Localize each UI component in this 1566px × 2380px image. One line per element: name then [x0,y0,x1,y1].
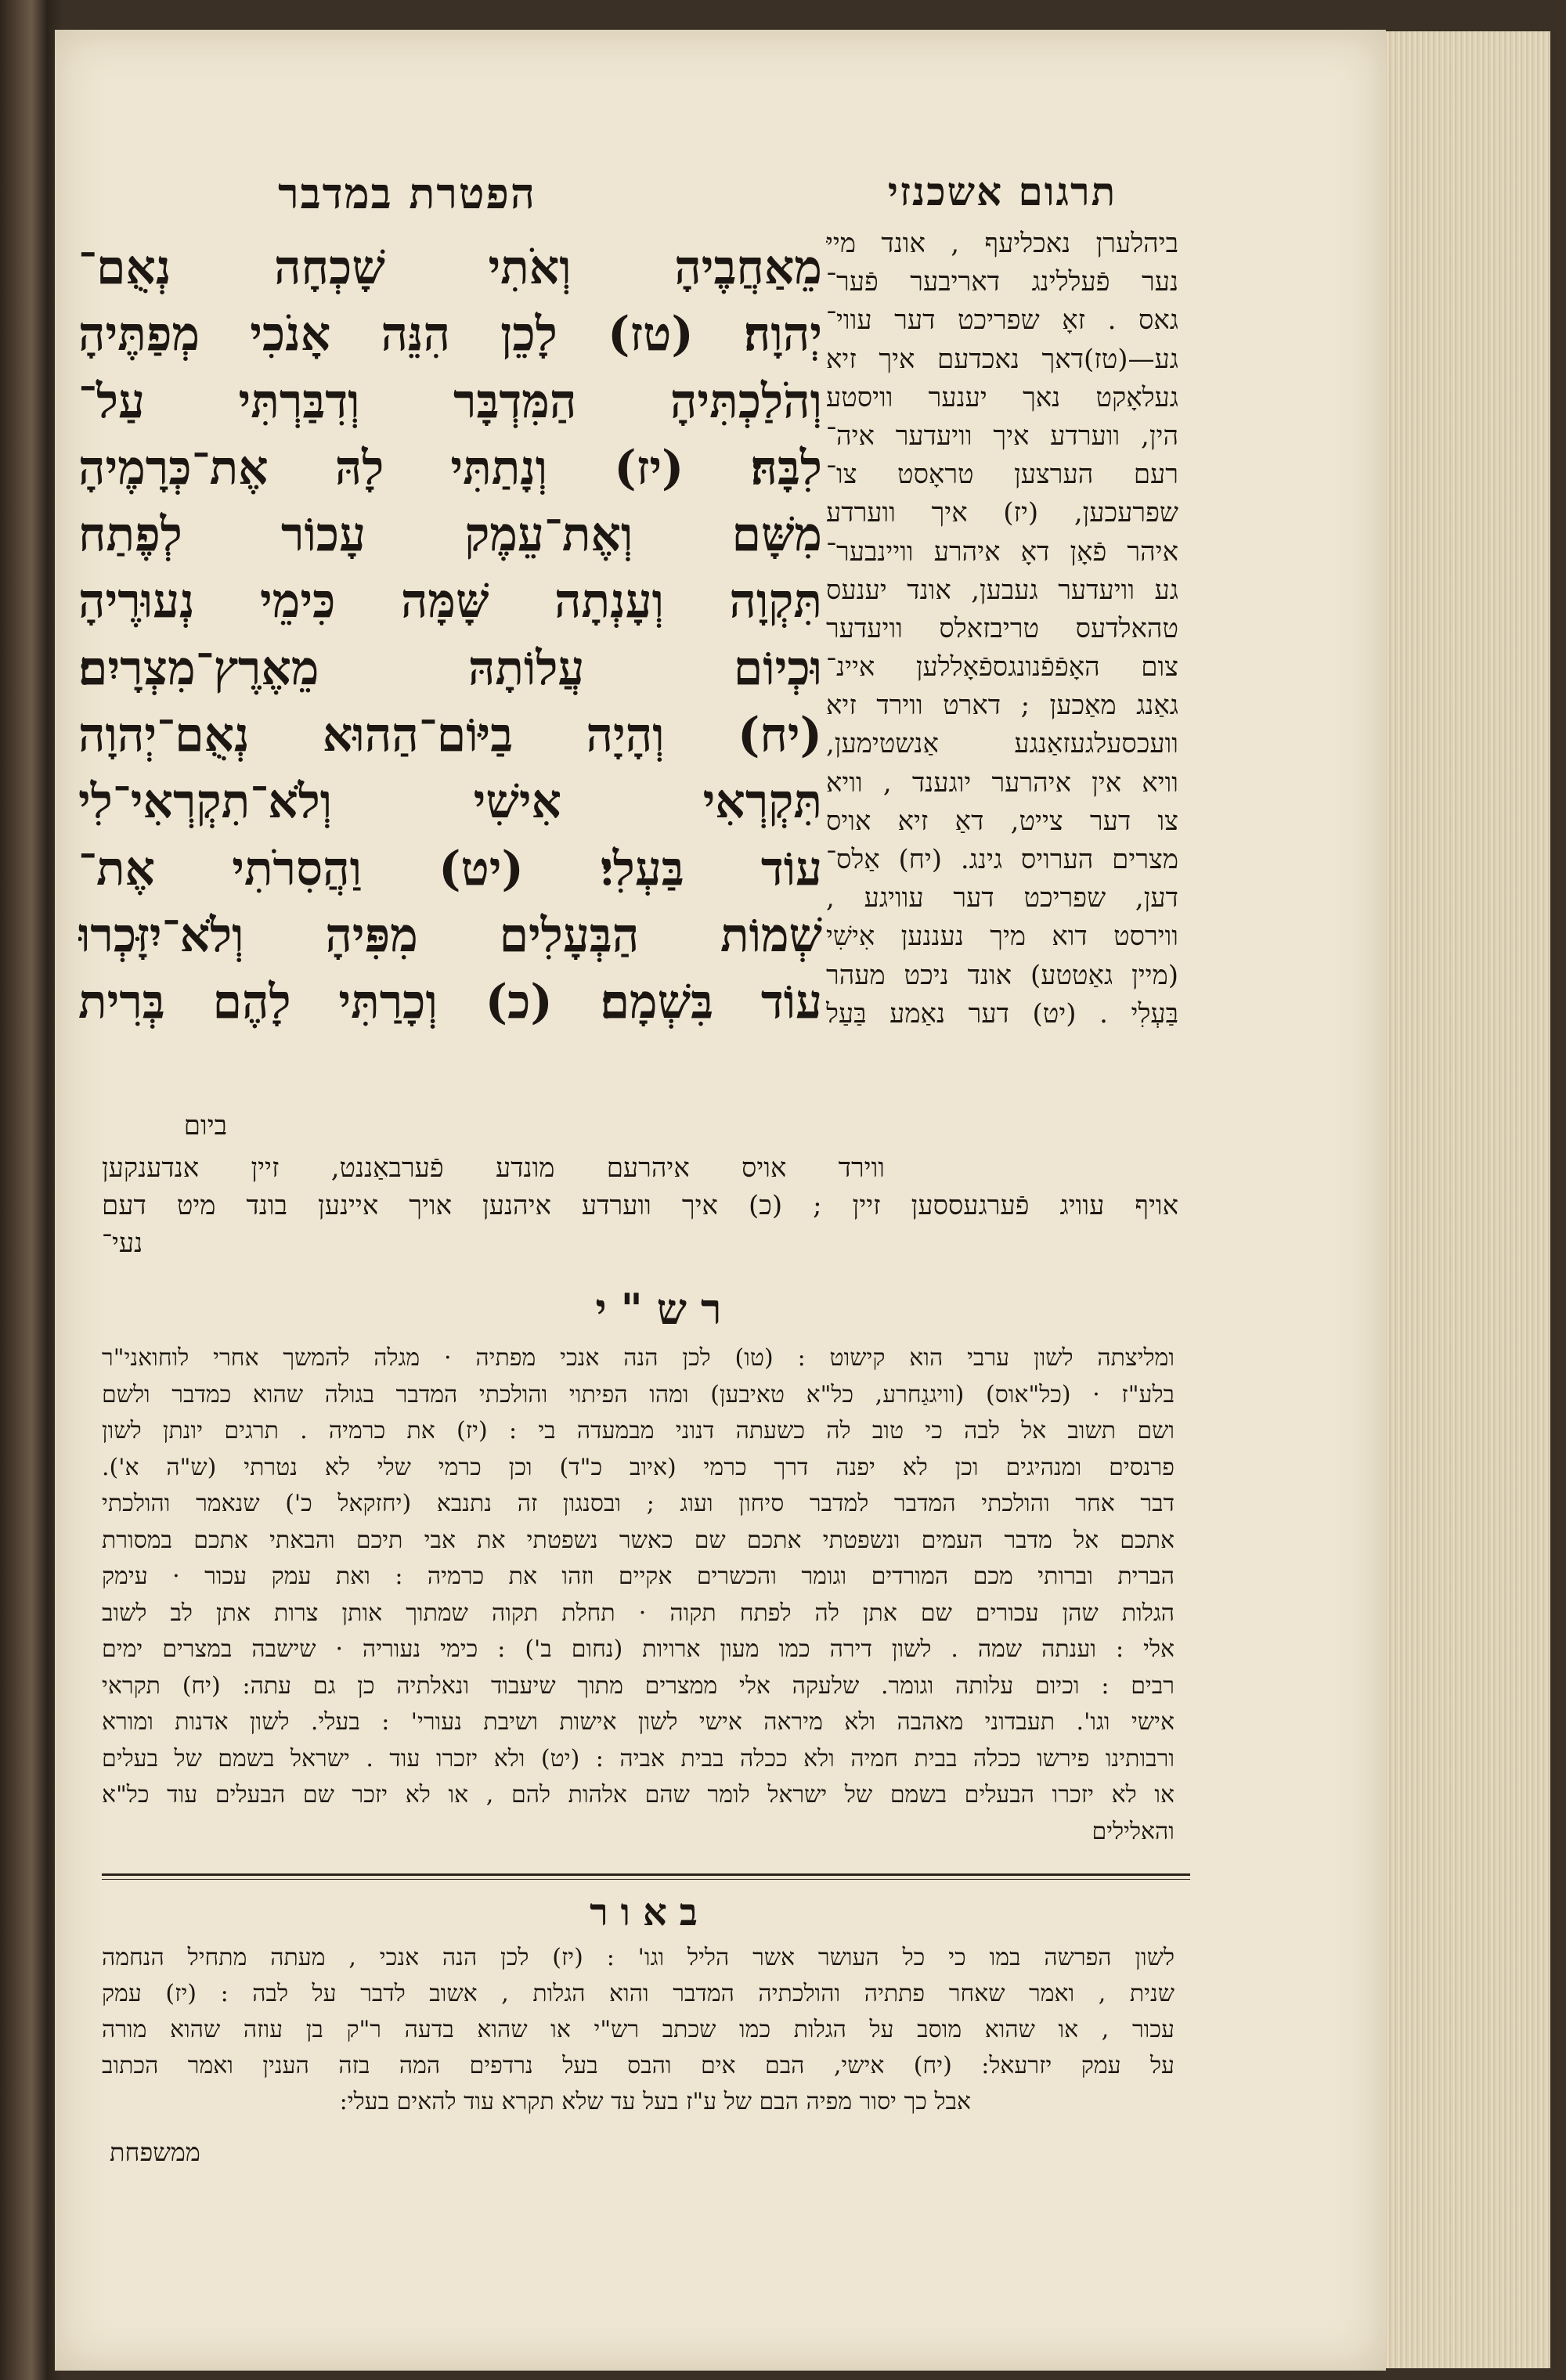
yiddish-line: רעם הערצען טראָסט צו־ [826,459,1178,491]
hebrew-line: וְהֹלַכְתִּיהָ הַמִּדְבָּר וְדִבַּרְתִּי עַל־ [78,373,822,429]
hebrew-line: תִּקְרְאִי אִישִׁי וְלֹא־תִקְרְאִי־לִי [78,774,822,830]
yiddish-line: טהאלדעס טריבזאלס וויעדער [826,612,1178,644]
rashi-line: בלע"ז · (כל"אוס) (וויגגַחרע, כל"א טאיבען) ומהו הפיתוי והולכתי המדבר בגולה שהוא כמדבר ולשם [102,1380,1174,1408]
biur-line: אבל כך יסור מפיה הבם של ע"ז בעל עד שלא תקרא עוד להאים בעלי: [339,2088,971,2115]
rashi-line: או לא יזכרו הבעלים בשמם של ישראל לומר שהם אלהות להם , או לא יזכר שם הבעלים עוד כל"א [102,1781,1174,1808]
yiddish-line: מצרים הערויס גינג. (יח) אַלס־ [826,844,1178,875]
section-divider [102,1873,1190,1876]
haftarah-title: הפטרת במדבר [278,168,536,218]
rashi-line: אלי : וענתה שמה . לשון דירה כמו מעון ארויות (נחום ב') : כימי נעוריה · שישבה במצרים ימים [102,1635,1174,1663]
hebrew-line: מִשָּׁם וְאֶת־עֵמֶק עָכוֹר לְפֶתַח [78,507,822,563]
yiddish-line: (מיין גאַטטע) אונד ניכט מעהר [826,959,1178,991]
hebrew-line: עוֹד בַּעְלִי׃ (יט) וַהֲסִרֹתִי אֶת־ [78,841,822,896]
rashi-heading: רש"י [595,1284,736,1334]
yiddish-line: שפרעכען, (יז) איך ווערדע [826,497,1178,529]
rashi-line: הגלות שהן עכורים שם אתן לה לפתח תקוה · תחלת תקוה שמתוך אותן צרות אתן לב לשוב [102,1599,1174,1627]
hebrew-line: מֵאַחֲבֶיהָ וְאֹתִי שָׁכְחָה נְאֻם־ [78,240,822,295]
hebrew-line: וּכְיוֹם עֲלוֹתָהּ מֵאֶרֶץ־מִצְרָיִם׃ [78,640,822,696]
rashi-line: ורבותינו פירשו ככלה בבית חמיה ולא ככלה בבית אביה : (יט) ולא יזכרו עוד . ישראל בשמם של בעלים [102,1744,1174,1772]
footer-catchword: ממשפחת [110,2137,200,2167]
yiddish-line: ביהלערן נאכליעף , אונד מייּ [826,228,1178,259]
rashi-line: רבים : וכיום עלותה וגומר. שלעקה אלי ממצרים מתוך שיעבוד ונאלתיה כן גם עתה: (יח) תקראי [102,1671,1174,1700]
biur-line: עכור , או שהוא מוסב על הגלות כמו שכתב רש"י או שהוא בדעה ר"ק בן עוזה שהוא מורה [102,2016,1174,2043]
rashi-line: אישי וגו'. תעבדוני מאהבה ולא מיראה אישי לשון אישות ושיבת נעורי' : בעלי. לשון אדנות ומורא [102,1708,1174,1736]
rashi-line: הברית וברותי מכם המורדים וגומר והכשרים אקיים וזהו את כרמיה : ואת עמק עכור · עימק [102,1563,1174,1590]
hebrew-line: יְהוָה׃ (טז) לָכֵן הִנֵּה אָנֹכִי מְפַתֶּיהָ [78,307,822,362]
biur-line: על עמק יזרעאל: (יח) אישי, הבם אים והבס בעל נרדפים המה בזה הענין ואמר הכתוב [102,2052,1174,2079]
yiddish-translation-column [826,225,1178,1033]
rashi-line: פרנסים ומנהיגים וכן לא יפנה דרך כרמי (איוב כ"ד) וכן כרמי שלי לא נטרתי (ש"ה א'). [102,1453,1174,1481]
rashi-line: ושם תשוב אל לבה כי טוב לה כשעתה דנוני מבמעדה בי : (יז) את כרמיה . תרגים יונתן לשון [102,1417,1174,1444]
yiddish-line: גע וויעדער געבען, אונד יענעס [826,574,1178,606]
biur-commentary [102,1940,1174,2120]
yiddish-line: צו דער צייט, דאַ זיא אויס [826,805,1178,837]
rashi-line: אתכם אל מדבר העמים ונשפטתי אתכם שם כאשר נשפטתי את אבי תיכם והבאתי אתכם במסורת [102,1526,1174,1554]
yiddish-line: גאס . זאָ שפריכט דער עווי־ [826,305,1178,337]
yiddish-line: גע—(טז)דאך נאכדעם איך זיא [826,343,1178,375]
yiddish-line: געלאָקט נאך יענער וויסטע [826,381,1178,413]
yiddish-line: וועכסעלגעזאַנגע אַנשטימען, [826,728,1178,760]
rashi-commentary [102,1340,1174,1850]
yiddish-wide-line: אויף עוויג פֿערגעססען זיין ; (כ) איך ווערדע איהנען אויך איינען בונד מיט דעם [102,1190,1178,1221]
hebrew-catchword: ביום [183,1110,227,1141]
yiddish-line: וויא אין איהרער יוגענד , וויא [826,766,1178,799]
yiddish-line: נער פֿעללינג דאריבער פֿער־ [826,266,1178,298]
translation-title: תרגום אשכנזי [887,168,1117,215]
hebrew-line: שְׁמוֹת הַבְּעָלִים מִפִּיהָ וְלֹא־יִזָּכְרוּ [78,907,822,963]
rashi-line: והאלילים [1092,1817,1174,1845]
biur-line: לשון הפרשה במו כי כל העושר אשר הליל וגו' : (יז) לכן הנה אנכי , מעתה מתחיל הנחמה [102,1944,1174,1971]
hebrew-line: לִבָּהּ׃ (יז) וְנָתַתִּי לָהּ אֶת־כְּרָמֶיהָ [78,440,822,496]
hebrew-line: תִּקְוָה וְעָנְתָה שָּׁמָּה כִּימֵי נְעוּרֶיהָ [78,574,822,629]
yiddish-line: בַּעְלִי . (יט) דער נאַמע בַּעַל [826,997,1178,1030]
hebrew-text-column [78,235,822,1037]
yiddish-line: גאַנג מאַכען ; דארט ווירד זיא [826,690,1178,722]
section-divider-thin [102,1879,1190,1880]
yiddish-wide-line: ווירד אויס איהרעם מונדע פֿערבאַננט, זיין אנדענקען [102,1152,885,1184]
yiddish-wide-line: נעי־ [102,1228,143,1259]
hebrew-line: עוֹד בִּשְׁמָם׃ (כ) וְכָרַתִּי לָהֶם בְּרִית [78,975,822,1030]
rashi-line: ומליצתה לשון ערבי הוא קישוט : (טו) לכן הנה אנכי מפתיה · מגלה להמשך אחרי לוחואני"ר [102,1344,1174,1372]
yiddish-line: הין, ווערדע איך וויעדער איה־ [826,420,1178,452]
yiddish-line: צום האָפֿפֿנונגספֿאָללען איינ־ [826,651,1178,683]
yiddish-line: דען, שפריכט דער עוויגע , [826,882,1178,914]
yiddish-continuation [102,1149,1178,1262]
yiddish-line: ווירסט דוא מיך נעננען אִישִׁי [826,921,1178,953]
biur-heading: באור [590,1891,710,1935]
hebrew-line: (יח) וְהָיָה בַיּוֹם־הַהוּא נְאֻם־יְהוָה [78,708,822,763]
page-edges [1386,31,1555,2368]
biur-line: שנית , ואמר שאחר פתתיה והולכתיה המדבר והוא הגלות , אשוב לדבר על לבה : (יז) עמק [102,1980,1174,2007]
yiddish-line: איהר פֿאָן דאָ איהרע וויינבער־ [826,536,1178,568]
rashi-line: דבר אחר והולכתי המדבר למדבר סיחון ועוג ; ובסנגון זה נתנבא (יחזקאל כ') שנאמר והולכתי [102,1490,1174,1517]
